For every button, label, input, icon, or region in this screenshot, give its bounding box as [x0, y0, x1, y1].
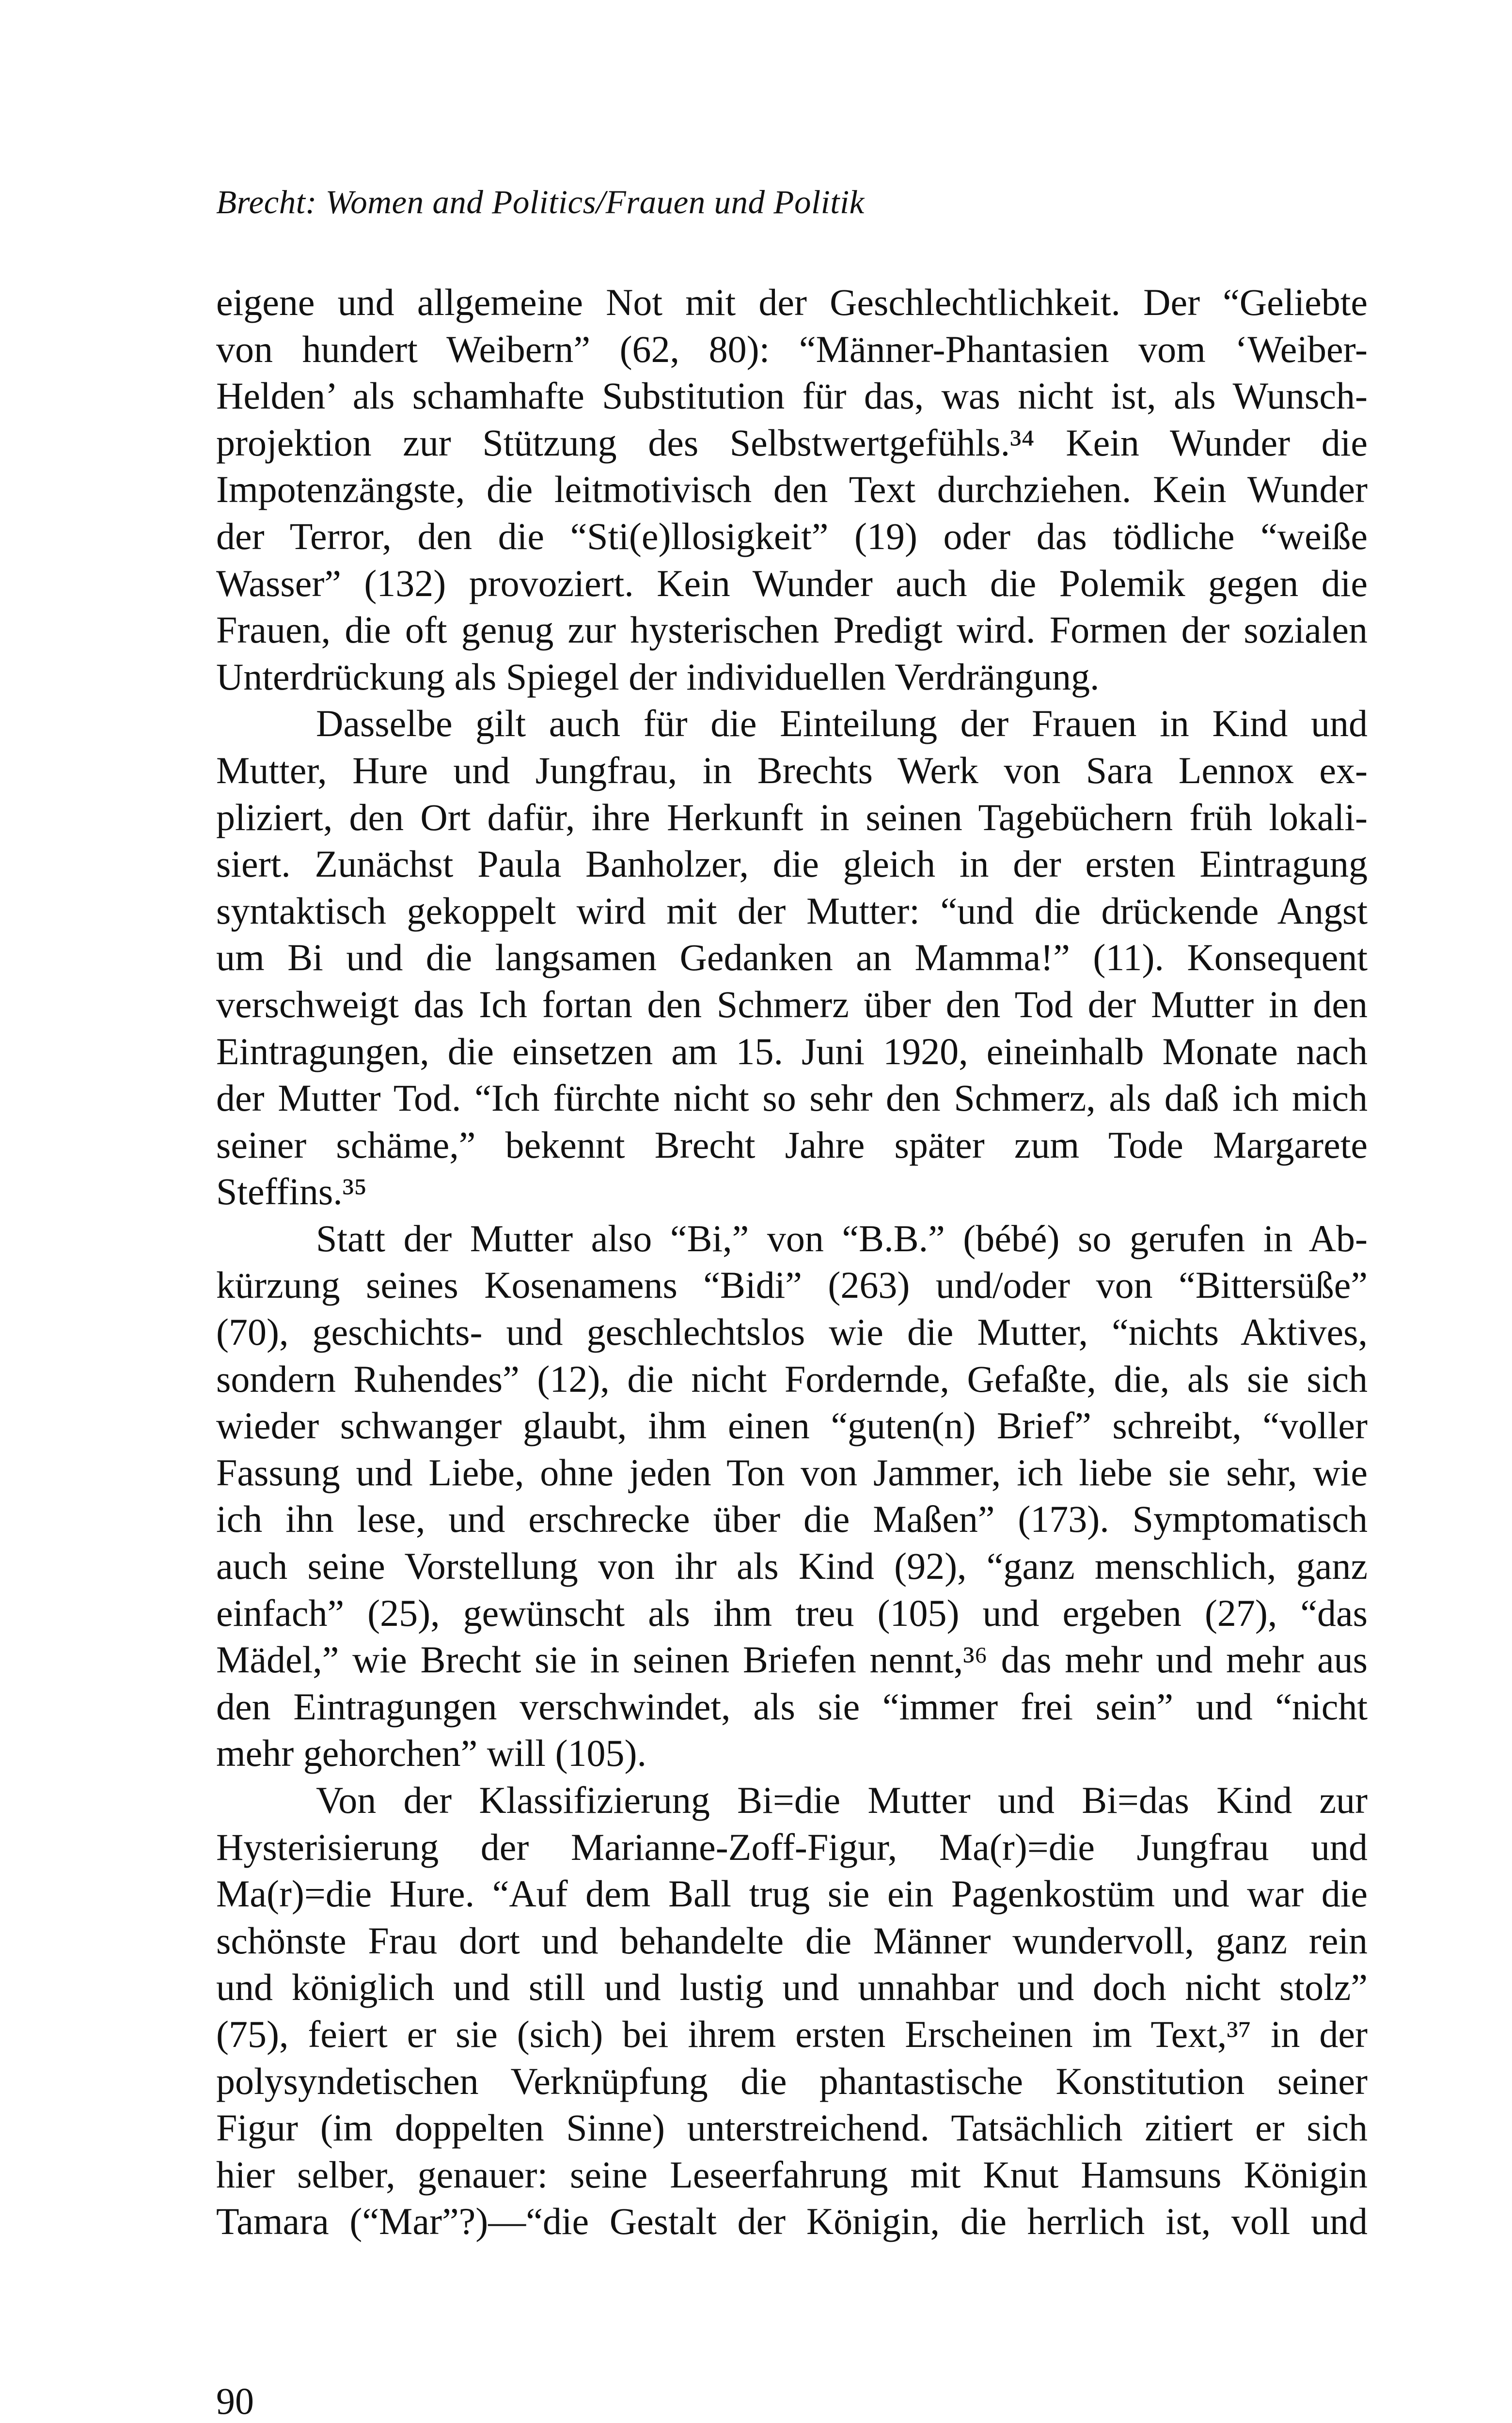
- text-line: polysyndetischen Verknüpfung die phantastische Konstitution seiner: [216, 2060, 1368, 2102]
- text-line: Tamara (“Mar”?)—“die Gestalt der Königin, die herrlich ist, voll und: [216, 2200, 1368, 2243]
- text-line: Ma(r)=die Hure. “Auf dem Ball trug sie ein Pagenkostüm und war die: [216, 1872, 1368, 1915]
- text-line: der Terror, den die “Sti(e)llosigkeit” (19) oder das tödliche “weiße: [216, 515, 1368, 557]
- text-line: Statt der Mutter also “Bi,” von “B.B.” (bébé) so gerufen in Ab-: [316, 1217, 1368, 1259]
- text-line: (75), feiert er sie (sich) bei ihrem ersten Erscheinen im Text,³⁷ in der: [216, 2013, 1368, 2055]
- text-line: wieder schwanger glaubt, ihm einen “guten(n) Brief” schreibt, “voller: [216, 1404, 1368, 1447]
- text-line: mehr gehorchen” will (105).: [216, 1732, 647, 1775]
- text-line: syntaktisch gekoppelt wird mit der Mutter: “und die drückende Angst: [216, 889, 1368, 932]
- text-line: Figur (im doppelten Sinne) unterstreichend. Tatsächlich zitiert er sich: [216, 2107, 1368, 2149]
- text-line: projektion zur Stützung des Selbstwertgefühls.³⁴ Kein Wunder die: [216, 421, 1368, 464]
- text-line: den Eintragungen verschwindet, als sie “immer frei sein” und “nicht: [216, 1685, 1368, 1728]
- text-line: Wasser” (132) provoziert. Kein Wunder auch die Polemik gegen die: [216, 562, 1368, 604]
- text-line: Helden’ als schamhafte Substitution für das, was nicht ist, als Wunsch-: [216, 375, 1368, 417]
- text-line: pliziert, den Ort dafür, ihre Herkunft in seinen Tagebüchern früh lokali-: [216, 796, 1368, 838]
- text-line: Eintragungen, die einsetzen am 15. Juni 1920, eineinhalb Monate nach: [216, 1030, 1368, 1072]
- text-line: eigene und allgemeine Not mit der Geschlechtlichkeit. Der “Geliebte: [216, 281, 1368, 323]
- text-line: Impotenzängste, die leitmotivisch den Text durchziehen. Kein Wunder: [216, 468, 1368, 511]
- text-line: ich ihn lese, und erschrecke über die Maßen” (173). Symptomatisch: [216, 1498, 1368, 1541]
- text-line: der Mutter Tod. “Ich fürchte nicht so sehr den Schmerz, als daß ich mich: [216, 1077, 1368, 1119]
- text-line: (70), geschichts- und geschlechtslos wie die Mutter, “nichts Aktives,: [216, 1311, 1368, 1353]
- text-line: schönste Frau dort und behandelte die Männer wundervoll, ganz rein: [216, 1919, 1368, 1962]
- text-line: Unterdrückung als Spiegel der individuellen Verdrängung.: [216, 655, 1100, 698]
- text-line: Fassung und Liebe, ohne jeden Ton von Jammer, ich liebe sie sehr, wie: [216, 1451, 1368, 1494]
- text-line: sondern Ruhendes” (12), die nicht Fordernde, Gefaßte, die, als sie sich: [216, 1357, 1368, 1400]
- text-line: von hundert Weibern” (62, 80): “Männer-Phantasien vom ‘Weiber-: [216, 328, 1368, 370]
- text-line: kürzung seines Kosenamens “Bidi” (263) und/oder von “Bittersüße”: [216, 1264, 1368, 1306]
- page-number: 90: [216, 2380, 254, 2422]
- text-line: auch seine Vorstellung von ihr als Kind (92), “ganz menschlich, ganz: [216, 1545, 1368, 1588]
- text-line: einfach” (25), gewünscht als ihm treu (105) und ergeben (27), “das: [216, 1591, 1368, 1634]
- text-line: Dasselbe gilt auch für die Einteilung der Frauen in Kind und: [316, 702, 1368, 745]
- text-line: Steffins.³⁵: [216, 1170, 367, 1213]
- text-line: Mädel,” wie Brecht sie in seinen Briefen nennt,³⁶ das mehr und mehr aus: [216, 1638, 1368, 1681]
- text-line: um Bi und die langsamen Gedanken an Mamma!” (11). Konsequent: [216, 936, 1368, 979]
- text-line: verschweigt das Ich fortan den Schmerz über den Tod der Mutter in den: [216, 983, 1368, 1025]
- text-line: Mutter, Hure und Jungfrau, in Brechts Werk von Sara Lennox ex-: [216, 749, 1368, 791]
- text-line: und königlich und still und lustig und unnahbar und doch nicht stolz”: [216, 1966, 1368, 2009]
- text-line: Hysterisierung der Marianne-Zoff-Figur, Ma(r)=die Jungfrau und: [216, 1825, 1368, 1868]
- text-line: Frauen, die oft genug zur hysterischen Predigt wird. Formen der sozialen: [216, 609, 1368, 651]
- text-line: seiner schäme,” bekennt Brecht Jahre später zum Tode Margarete: [216, 1123, 1368, 1166]
- text-line: hier selber, genauer: seine Leseerfahrung mit Knut Hamsuns Königin: [216, 2153, 1368, 2196]
- text-line: Von der Klassifizierung Bi=die Mutter und Bi=das Kind zur: [316, 1779, 1368, 1821]
- body-text: [216, 279, 1368, 2245]
- text-line: siert. Zunächst Paula Banholzer, die gleich in der ersten Eintragung: [216, 843, 1368, 885]
- running-head: Brecht: Women and Politics/Frauen und Politik: [216, 184, 865, 220]
